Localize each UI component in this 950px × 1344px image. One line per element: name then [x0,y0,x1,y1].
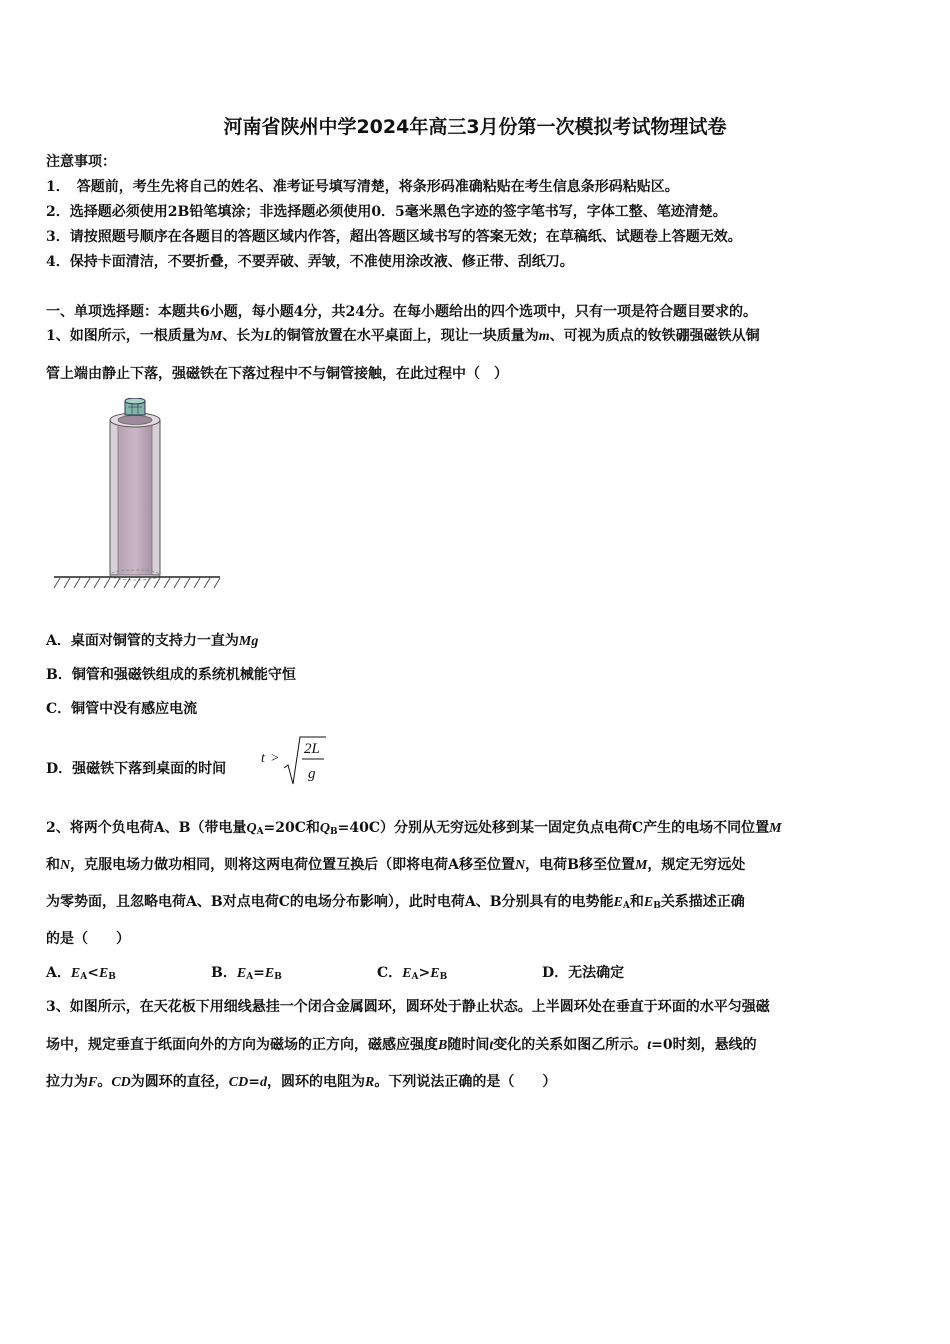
q2-option-c[interactable]: C．$E_A>E_B$ [377,965,448,982]
magnet [125,398,145,415]
q2-option-d[interactable]: D．无法确定 [542,965,625,981]
notice-item: 1． 答题前，考生先将自己的姓名、准考证号填写清楚，将条形码准确粘贴在考生信息条形码粘贴区。 [46,179,679,195]
q3-stem-line: 3、如图所示，在天花板下用细线悬挂一个闭合金属圆环，圆环处于静止状态。上半圆环处在垂直于环面的水平匀强磁 [46,999,770,1015]
q1-option-d[interactable]: D．强磁铁下落到桌面的时间 [46,761,227,777]
notice-heading: 注意事项： [46,154,116,170]
page-title: 河南省陕州中学2024年高三3月份第一次模拟考试物理试卷 [223,116,727,138]
q2-option-a[interactable]: A．$E_A<E_B$ [46,965,116,982]
q1-option-a[interactable]: A．桌面对铜管的支持力一直为Mg [46,633,259,649]
notice-item: 2．选择题必须使用2B铅笔填涂；非选择题必须使用0．5毫米黑色字迹的签字笔书写，字体工整、笔迹清楚。 [46,204,727,220]
notice-item: 4．保持卡面清洁，不要折叠，不要弄破、弄皱，不准使用涂改液、修正带、刮纸刀。 [46,254,574,270]
section-heading: 一、单项选择题：本题共6小题，每小题4分，共24分。在每小题给出的四个选项中，只有一项是符合题目要求的。 [46,304,757,320]
q2-stem-line: 2、将两个负电荷A、B（带电量$Q_A=20C$和$Q_B=40C$）分别从无穷远处移到某一固定负点电荷C产生的电场不同位置M [46,820,782,837]
formula-gt: > [271,751,279,766]
q2-stem-line: 和N，克服电场力做功相同，则将这两电荷位置互换后（即将电荷A移至位置N，电荷B移至位置M，规定无穷远处 [46,857,746,873]
copper-tube-figure [52,398,222,590]
q2-stem-line: 的是（ ） [46,931,130,947]
formula-denominator: g [308,766,316,782]
table-surface [54,577,220,588]
tube-outer [110,413,160,580]
q1-stem-line: 1、如图所示，一根质量为M、长为L的铜管放置在水平桌面上，现让一块质量为m、可视为质点的钕铁硼强磁铁从铜 [46,328,760,344]
q1-stem-line: 管上端由静止下落，强磁铁在下落过程中不与铜管接触，在此过程中（ ） [46,366,508,382]
sqrt-formula [258,734,330,788]
notice-item: 3．请按照题号顺序在各题目的答题区域内作答，超出答题区域书写的答案无效；在草稿纸、试题卷上答题无效。 [46,229,742,245]
q1-option-c[interactable]: C．铜管中没有感应电流 [46,701,198,717]
q1-option-b[interactable]: B．铜管和强磁铁组成的系统机械能守恒 [46,667,296,683]
q2-option-b[interactable]: B．$E_A=E_B$ [211,965,282,982]
formula-t: t [261,751,265,766]
q3-stem-line: 场中，规定垂直于纸面向外的方向为磁场的正方向，磁感应强度B随时间t变化的关系如图乙所示。t=0时刻，悬线的 [46,1037,757,1053]
q2-stem-line: 为零势面，且忽略电荷A、B对点电荷C的电场分布影响），此时电荷A、B分别具有的电势能$E_A$和$E_B$关系描述正确 [46,894,745,911]
formula-numerator: 2L [304,741,320,757]
q3-stem-line: 拉力为F。CD为圆环的直径，CD=d，圆环的电阻为R。下列说法正确的是（ ） [46,1074,557,1090]
